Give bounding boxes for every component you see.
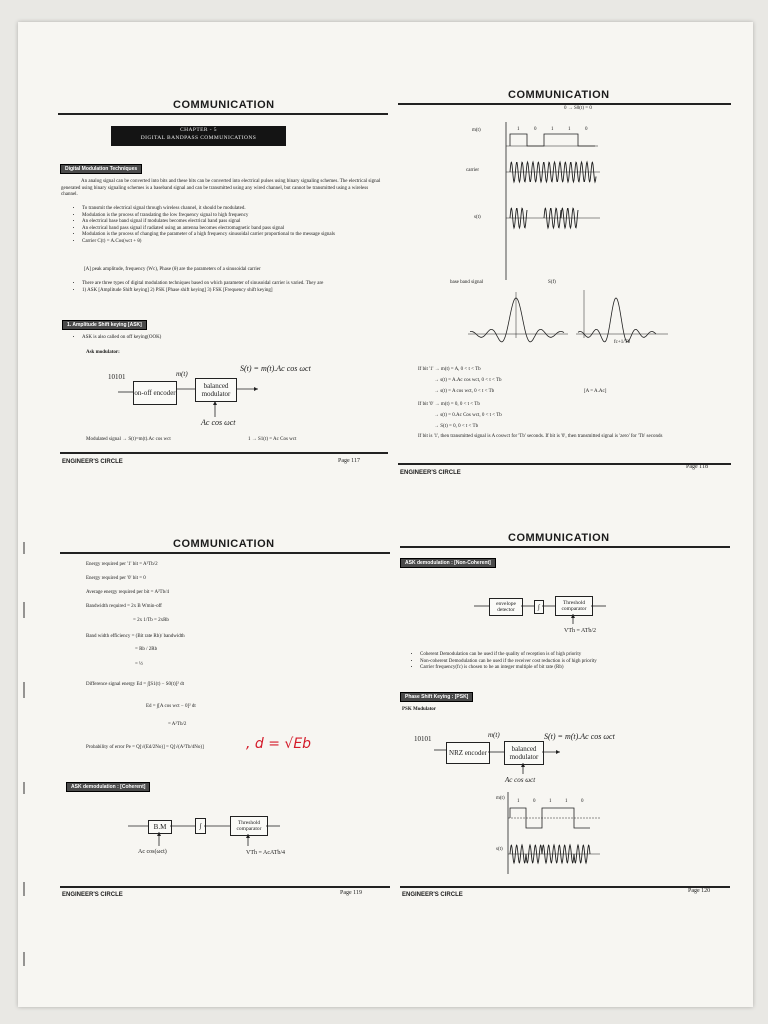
bit-label: 1	[551, 127, 554, 132]
bw-efficiency-2: = Rb / 2Rb	[135, 647, 158, 652]
list-item: • Coherent Demodulation can be used if the quality of reception is of high priority	[420, 652, 740, 659]
mt-label: m(t)	[176, 370, 188, 378]
bm-box: B.M	[148, 820, 172, 834]
probability-error: Probability of error Pe = Q[√(Ed/2No)] = Q[√(A²Tb/4No)]	[86, 745, 204, 750]
carrier-input-label: Ac cos ωct	[505, 776, 536, 784]
mt-waveform-label: m(t)	[472, 128, 481, 133]
bit-label: 1	[517, 127, 520, 132]
chapter-number: CHAPTER - 5	[180, 127, 217, 133]
bit-label: 1	[517, 799, 520, 804]
footer-rule	[60, 886, 390, 888]
st-waveform-label: s(t)	[474, 215, 481, 220]
sf-label: S(f)	[548, 280, 556, 285]
psk-st-label: s(t)	[496, 847, 503, 852]
list-item: • Carrier C(t) = A.Cos(wct + θ)	[82, 239, 387, 246]
footer-rule	[398, 463, 731, 465]
difference-energy-3: = A²Tb/2	[168, 722, 187, 727]
input-bits: 10101	[108, 373, 126, 381]
envelope-detector-box: envelope detector	[489, 598, 523, 616]
bit1-line3: → s(t) = A cos wct, 0 < t < Tb	[434, 389, 495, 394]
bandwidth: Bandwidth required = 2x B Wmin-off	[86, 604, 162, 609]
energy-zero: Energy required per '0' bit = 0	[86, 576, 146, 581]
ask-equation: S(t) = m(t).Ac cos ωct	[240, 364, 311, 373]
list-item: • Carrier frequency(fc) is chosen to be an integer multiple of bit rate (Rb)	[420, 665, 740, 672]
threshold-box: Threshold comparator	[230, 816, 268, 836]
list-item: • Modulation is the process of changing the parameter of a high frequency sinusoidal carrier proportional to the message signals	[82, 232, 387, 239]
page-number: Page 118	[686, 464, 708, 470]
difference-energy-2: Ed = ∫[A cos wct − 0]² dt	[146, 704, 196, 709]
page-119	[18, 502, 388, 902]
carrier-waveform-label: carrier	[466, 168, 480, 173]
mt-square-wave	[510, 134, 595, 146]
bit-label: 0	[533, 799, 536, 804]
list-item: • An electrical base band signal if modulates becomes electrical band pass signal	[82, 219, 387, 226]
page-number: Page 120	[688, 888, 711, 894]
section-ask-noncoherent: ASK demodulation : [Non-Coherent]	[400, 558, 496, 568]
bit-one-mapping: 1 → S1(t) = Ac Cos wct	[248, 437, 297, 442]
threshold-voltage: VTh = ATb/2	[564, 628, 597, 634]
page-title: COMMUNICATION	[173, 538, 275, 550]
psk-equation: S(t) = m(t).Ac cos ωct	[544, 732, 615, 741]
list-item: • 1) ASK [Amplitude Shift keying] 2) PSK [Phase shift keying] 3) FSK [Frequency shift keying]	[82, 288, 387, 295]
bw-efficiency-3: = ½	[135, 662, 143, 667]
bit-zero-mapping: 0 → S0(t) = 0	[564, 106, 592, 111]
bit1-line2: → s(t) = A.Ac cos wct, 0 < t < Tb	[434, 378, 502, 383]
baseband-label: base band signal	[450, 280, 484, 285]
modulated-signal: Modulated signal → S(t)=m(t).Ac cos wct	[86, 437, 171, 442]
mt-label: m(t)	[488, 731, 500, 739]
psk-modulator-heading: PSK Modulator	[402, 707, 437, 712]
page-number: Page 117	[338, 458, 360, 464]
input-bits: 10101	[414, 735, 432, 743]
amplitude-bracket: [A = A.Ac]	[584, 389, 607, 394]
handwritten-note: , d = √Eb	[246, 736, 312, 752]
coherent-wires	[18, 502, 388, 902]
balanced-modulator-box: balanced modulator	[195, 378, 237, 402]
bit-label: 0	[534, 127, 537, 132]
list-item: • An electrical band pass signal if radiated using an antenna becomes electromagnetic band pass signal	[82, 226, 387, 233]
footer-brand: ENGINEER'S CIRCLE	[62, 459, 123, 465]
ask-modulator-heading: Ask modulator:	[86, 350, 120, 355]
integrator-box: ∫	[534, 600, 544, 614]
section-digital-modulation: Digital Modulation Techniques	[60, 164, 142, 174]
page-title: COMMUNICATION	[173, 99, 275, 111]
bit-label: 0	[585, 127, 588, 132]
page-120	[388, 502, 753, 902]
sf-sinc	[578, 298, 656, 342]
carrier-label: Ac cos(ωct)	[138, 849, 167, 855]
threshold-voltage: VTh = AcATb/4	[246, 850, 286, 856]
binder-marks	[18, 22, 38, 1007]
footer-brand: ENGINEER'S CIRCLE	[62, 892, 123, 898]
on-off-encoder-box: on-off encoder	[133, 381, 177, 405]
chapter-name: DIGITAL BANDPASS COMMUNICATIONS	[140, 135, 257, 141]
fc-label: fc+1/Tb	[614, 340, 631, 345]
intro-paragraph: An analog signal can be converted into bits and these bits can be converted into electrical pulses using binary signaling schemes. The electrical signal generated using binary signaling schemes is a baseband signal and can be transmitted using any wired channel, but cannot be transmitted using a wireless channel.	[61, 179, 381, 198]
footer-brand: ENGINEER'S CIRCLE	[400, 470, 461, 476]
bit-label: 1	[549, 799, 552, 804]
bit1-line1: If bit '1' → m(t) = A, 0 < t < Tb	[418, 367, 481, 372]
list-item: • Modulation is the process of translating the low frequency signal to high frequency	[82, 213, 387, 220]
bit-label: 0	[581, 799, 584, 804]
list-item: • There are three types of digital modulation techniques based on which parameter of sinusoidal carrier is varied. They are	[82, 281, 387, 288]
list-item: • Non-coherent Demodulation can be used if the receiver cost reduction is of high priority	[420, 659, 740, 666]
integrator-box: ∫	[195, 818, 206, 834]
footer-brand: ENGINEER'S CIRCLE	[402, 892, 463, 898]
difference-energy: Difference signal energy Ed = ∫[S1(t) − S0(t)]² dt	[86, 682, 185, 687]
list-item: • ASK is also called on off keying(OOK)	[82, 335, 382, 342]
page-title: COMMUNICATION	[508, 532, 610, 544]
bit-label: 1	[568, 127, 571, 132]
balanced-modulator-box: balanced modulator	[504, 741, 544, 765]
bit-label: 1	[565, 799, 568, 804]
bit0-line2: → s(t) = 0.Ac Cos wct, 0 < t < Tb	[434, 413, 502, 418]
section-psk: Phase Shift Keying : [PSK]	[400, 692, 473, 702]
bit0-line3: → S(t) = 0, 0 < t < Tb	[434, 424, 479, 429]
energy-one: Energy required per '1' bit = A²Tb/2	[86, 562, 158, 567]
carrier-note: [A] peak amplitude, frequency (Wc), Phase (θ) are the parameters of a sinusoidal carrier	[84, 267, 261, 272]
page-117	[18, 22, 388, 472]
bandwidth-2: = 2x 1/Tb = 2xRb	[133, 618, 169, 623]
page-title: COMMUNICATION	[508, 89, 610, 101]
footer-rule	[60, 452, 388, 454]
nrz-encoder-box: NRZ encoder	[446, 742, 490, 764]
conclusion: If bit is '1', then transmitted signal is A coswct for 'Tb' seconds. If bit is '0', then transmitted signal is 'zero' for 'Tb' seconds	[418, 434, 663, 439]
section-ask: 1. Amplitude Shift keying [ASK]	[62, 320, 147, 330]
average-energy: Average energy required per bit = A²Tb/4	[86, 590, 169, 595]
baseband-sinc	[470, 298, 564, 342]
psk-mt-label: m(t)	[496, 796, 505, 801]
scanned-sheet	[18, 22, 753, 1007]
page-118	[388, 22, 753, 476]
section-ask-coherent: ASK demodulation : [Coherent]	[66, 782, 150, 792]
bw-efficiency: Band width efficiency = (Bit rate Rb)/ bandwidth	[86, 634, 185, 639]
ask-modulator-wires	[18, 22, 388, 472]
list-item: • To transmit the electrical signal through wireless channel, it should be modulated.	[82, 206, 387, 213]
bit0-line1: If bit '0' → m(t) = 0, 0 < t < Tb	[418, 402, 480, 407]
threshold-box: Threshold comparator	[555, 596, 593, 616]
carrier-input-label: Ac cos ωct	[201, 418, 236, 427]
psk-waveforms	[388, 502, 753, 902]
page-number: Page 119	[340, 890, 362, 896]
footer-rule	[400, 886, 730, 888]
